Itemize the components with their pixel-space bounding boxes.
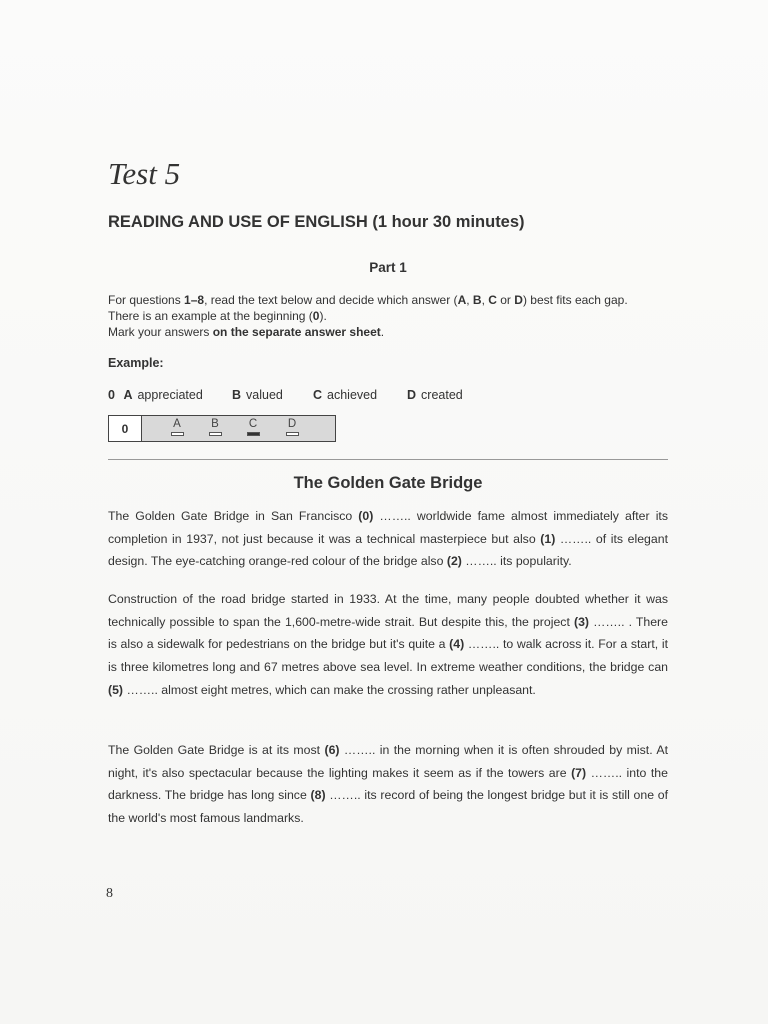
lozenge-b [206,418,224,436]
passage-paragraph-3 [108,739,668,830]
instruction-line-2 [108,308,678,324]
lozenge-box [209,432,222,436]
instruction-line-1 [108,292,678,308]
question-range: 1–8 [184,293,205,307]
passage-text: …….. into the darkness. The bridge has long since [108,765,668,803]
option-letter: B [232,388,242,402]
instruction-text: . [380,325,385,339]
lozenge-letter: B [211,418,219,430]
gap-7: (7) [571,765,587,780]
instruction-line-3 [108,324,678,340]
passage-text: The Golden Gate Bridge in San Francisco [108,509,359,523]
example-option-c [313,388,377,402]
lozenge-box-selected [247,432,260,436]
option-letter: A [457,293,467,307]
option-letter: D [407,388,417,402]
passage-text: …….. to walk across it. For a start, it is three kilometres long and 67 metres above sea level. In extreme weather conditions, the bridge can [108,637,668,675]
section-duration: (1 hour 30 minutes) [372,213,525,231]
example-label: Example: [108,356,164,370]
option-word: created [421,388,463,402]
instruction-text: ). [319,309,327,323]
example-option-b [232,388,283,402]
gap-1: (1) [540,531,556,546]
part-label: Part 1 [369,260,407,275]
lozenge-letter: C [248,418,258,430]
option-word: achieved [327,388,378,402]
test-title: Test 5 [108,156,181,191]
passage-text: Construction of the road bridge started in 1933. At the time, many people doubted whether it was technically possible to span the 1,600-metre-wide strait. But despite this, the project [108,592,668,629]
passage-paragraph-2 [108,588,668,702]
gap-8: (8) [310,788,326,803]
lozenge-box [171,432,184,436]
section-heading [108,213,525,232]
example-number-ref: 0 [312,309,320,323]
instruction-text: For questions [108,293,185,307]
passage-title: The Golden Gate Bridge [293,474,483,492]
option-word: valued [246,388,283,402]
lozenge-letter: D [287,418,297,430]
instructions [108,292,678,340]
passage-text: …….. its record of being the longest bridge but it is still one of the world's most famous landmarks. [108,788,668,826]
passage-text: …….. worldwide fame almost immediately after its completion in 1937, not just because it was a technical masterpiece but also [108,509,668,546]
example-number: 0 [108,388,115,402]
option-letter: C [488,293,497,307]
instruction-text: or [496,293,515,307]
passage-text: …….. of its elegant design. The eye-catching orange-red colour of the bridge also [108,531,668,569]
option-letter: C [313,388,323,402]
passage-text: …….. almost eight metres, which can make the crossing rather unpleasant. [123,682,536,697]
passage-text: The Golden Gate Bridge is at its most [108,743,325,757]
passage-text: …….. . There is also a sidewalk for pedestrians on the bridge but it's quite a [108,614,668,652]
option-letter: A [123,388,133,402]
gap-6: (6) [324,743,340,757]
page-number: 8 [106,886,113,901]
lozenge-box [286,432,299,436]
lozenge-c [244,418,262,436]
example-option-a [108,388,203,402]
gap-5: (5) [108,682,124,697]
instruction-text: Mark your answers [108,325,213,339]
gap-3: (3) [573,614,589,629]
example-option-d [407,388,463,402]
option-letter: D [514,293,523,307]
answer-box-number: 0 [109,416,142,441]
divider [108,459,668,460]
passage-paragraph-1 [108,505,668,573]
option-word: appreciated [137,388,203,402]
lozenge-a [168,418,186,436]
option-letter: B [472,293,482,307]
instruction-text: , [481,293,489,307]
gap-2: (2) [446,554,462,569]
example-answer-box [108,415,336,442]
gap-4: (4) [449,637,465,652]
instruction-text: ) best fits each gap. [522,293,628,307]
instruction-text: , read the text below and decide which answer ( [204,293,458,307]
section-name: READING AND USE OF ENGLISH [108,213,368,231]
passage-text: …….. its popularity. [461,554,572,569]
passage-text: …….. in the morning when it is often shrouded by mist. At night, it's also spectacular because the lighting makes it seem as if the towers are [108,743,668,780]
answer-sheet-note: on the separate answer sheet [212,325,381,339]
instruction-text: , [466,293,473,307]
gap-0: (0) [358,509,374,523]
lozenge-letter: A [173,418,181,430]
instruction-text: There is an example at the beginning ( [108,309,313,323]
lozenge-d [283,418,301,436]
